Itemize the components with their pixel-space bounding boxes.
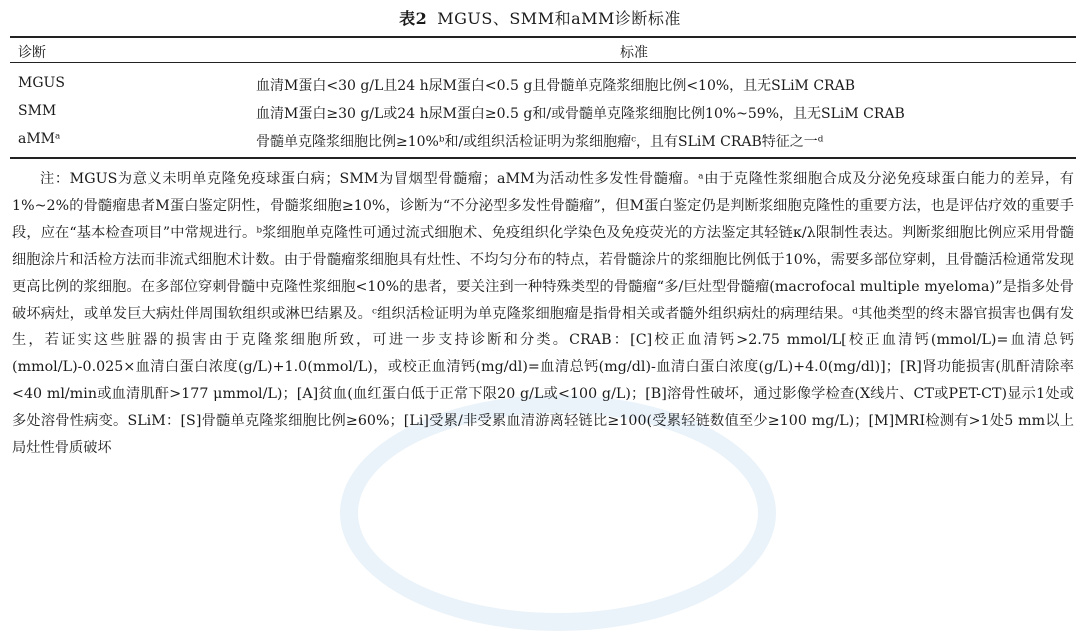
row-diagnosis: aMMᵃ [18,131,61,147]
table-bottom-rule [10,157,1076,159]
table-row [0,128,1080,154]
row-diagnosis: SMM [18,103,57,119]
header-criteria: 标准 [620,45,648,61]
row-criteria: 血清M蛋白≥30 g/L或24 h尿M蛋白≥0.5 g和/或骨髓单克隆浆细胞比例10%~59%，且无SLiM CRAB [256,106,905,122]
table-title [0,6,1080,29]
table-row [0,72,1080,98]
table-header-rule [10,62,1076,63]
row-criteria: 骨髓单克隆浆细胞比例≥10%ᵇ和/或组织活检证明为浆细胞瘤ᶜ，且有SLiM CRAB特征之一ᵈ [256,134,824,150]
row-diagnosis: MGUS [18,75,65,91]
table-top-rule [10,36,1076,38]
row-criteria: 血清M蛋白<30 g/L且24 h尿M蛋白<0.5 g且骨髓单克隆浆细胞比例<10%，且无SLiM CRAB [256,78,855,94]
table-row [0,100,1080,126]
table-title-text: MGUS、SMM和aMM诊断标准 [437,9,681,28]
table-footnote: 注：MGUS为意义未明单克隆免疫球蛋白病；SMM为冒烟型骨髓瘤；aMM为活动性多发性骨髓瘤。ᵃ由于克隆性浆细胞合成及分泌免疫球蛋白能力的差异，有1%~2%的骨髓瘤患者M蛋白鉴定阴性，骨髓浆细胞≥10%，诊断为“不分泌型多发性骨髓瘤”，但M蛋白鉴定仍是判断浆细胞克隆性的重要方法，也是评估疗效的重要手段，应在“基本检查项目”中常规进行。ᵇ浆细胞单克隆性可通过流式细胞术、免疫组织化学染色及免疫荧光的方法鉴定其轻链κ/λ限制性表达。判断浆细胞比例应采用骨髓细胞涂片和活检方法而非流式细胞术计数。由于骨髓瘤浆细胞具有灶性、不均匀分布的特点，若骨髓涂片的浆细胞比例低于10%，需要多部位穿刺，且骨髓活检通常发现更高比例的浆细胞。在多部位穿刺骨髓中克隆性浆细胞<10%的患者，要关注到一种特殊类型的骨髓瘤“多/巨灶型骨髓瘤(macrofocal multiple myeloma)”是指多处骨破坏病灶，或单发巨大病灶伴周围软组织或淋巴结累及。ᶜ组织活检证明为单克隆浆细胞瘤是指骨相关或者髓外组织病灶的病理结果。ᵈ其他类型的终末器官损害也偶有发生，若证实这些脏器的损害由于克隆浆细胞所致，可进一步支持诊断和分类。CRAB：[C]校正血清钙>2.75 mmol/L[校正血清钙(mmol/L)=血清总钙(mmol/L)-0.025×血清白蛋白浓度(g/L)+1.0(mmol/L)，或校正血清钙(mg/dl)=血清总钙(mg/dl)-血清白蛋白浓度(g/L)+4.0(mg/dl)]；[R]肾功能损害(肌酐清除率<40 ml/min或血清肌酐>177 μmmol/L)；[A]贫血(血红蛋白低于正常下限20 g/L或<100 g/L)；[B]溶骨性破坏，通过影像学检查(X线片、CT或PET-CT)显示1处或多处溶骨性病变。SLiM：[S]骨髓单克隆浆细胞比例≥60%；[Li]受累/非受累血清游离轻链比≥100(受累轻链数值至少≥100 mg/L)；[M]MRI检测有>1处5 mm以上局灶性骨质破坏 [12,171,1075,457]
table-title-number: 表2 [399,9,428,28]
header-diagnosis: 诊断 [18,45,46,61]
